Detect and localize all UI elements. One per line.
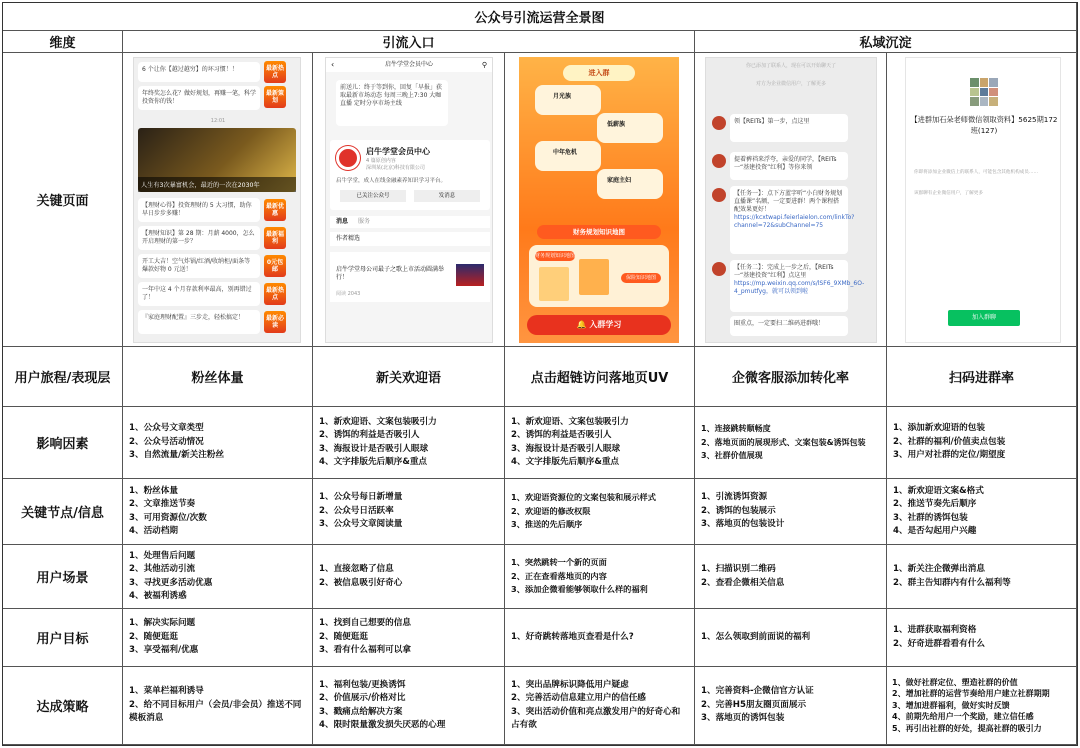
goal-cell bbox=[123, 609, 313, 667]
row-label-strategy bbox=[3, 667, 123, 745]
list-item: 2、文章推送节奏 bbox=[129, 499, 196, 509]
profile-header bbox=[326, 58, 492, 72]
article-reads: 阅读 2043 bbox=[336, 291, 361, 297]
row-label-journey bbox=[3, 347, 123, 407]
list-item: 3、海报设计是否吸引人眼球 bbox=[319, 443, 429, 454]
chat-msg: 【任务一】：点下方蓝字听“小白财务规划直播课”名额，一定要进群！两个课程搭配效果更好！ https://kcxtwapi.feierlaielon.com/linkTo?channel=72&subChannel=75 bbox=[730, 186, 848, 254]
factors-cell bbox=[505, 407, 695, 479]
account-sub: 4 篇原创内容 bbox=[366, 158, 396, 164]
header-dimension-label: 维度 bbox=[49, 36, 76, 51]
row-label-text: 关键节点/信息 bbox=[21, 506, 104, 521]
landing-page-screenshot bbox=[519, 57, 679, 343]
push-msg: 【理财心得】投资理财的 5 大习惯，助你早日步步多赚！ bbox=[138, 198, 260, 222]
list-item: 2、完善活动信息建立用户的信任感 bbox=[511, 693, 646, 703]
page-title: 公众号引流运营全景图 bbox=[474, 11, 605, 26]
list-item: 2、诱饵的包装展示 bbox=[701, 505, 776, 516]
account-name: 启牛学堂会员中心 bbox=[366, 147, 430, 156]
list-item: 1、引流诱饵资源 bbox=[701, 492, 768, 503]
list-item: 2、完善H5朋友圈页面展示 bbox=[701, 699, 807, 710]
goal-cell bbox=[505, 609, 695, 667]
list-item: 3、社群的诱饵包装 bbox=[893, 512, 968, 523]
persona-card: 家庭主妇 bbox=[597, 169, 663, 199]
factors-cell bbox=[313, 407, 505, 479]
factors-cell bbox=[695, 407, 887, 479]
list-item: 3、享受福利/优惠 bbox=[129, 645, 199, 656]
row-label-factors bbox=[3, 407, 123, 479]
group-join-screenshot bbox=[905, 57, 1061, 343]
push-tag: 最新热点 bbox=[265, 287, 284, 301]
row-label-text: 用户旅程/表现层 bbox=[14, 371, 111, 386]
join-study-button[interactable] bbox=[527, 315, 671, 335]
row-label-scene bbox=[3, 545, 123, 609]
list-item: 1、新欢迎语文案&格式 bbox=[893, 485, 984, 496]
strategy-cell bbox=[313, 667, 505, 745]
map-card-label: 财务规划知识地图 bbox=[535, 253, 576, 259]
list-item: 3、可用资源位/次数 bbox=[129, 512, 207, 523]
list-item: 2、正在查看落地页的内容 bbox=[511, 570, 607, 581]
list-item: 2、公众号活动情况 bbox=[129, 436, 204, 447]
system-msg: 你已添加了联系人，现在可以开始聊天了 bbox=[745, 63, 836, 69]
account-profile-screenshot bbox=[325, 57, 493, 343]
scene-cell bbox=[505, 545, 695, 609]
table-title bbox=[3, 3, 1077, 31]
header-inflow-label: 引流入口 bbox=[382, 36, 435, 51]
stage-label: 新关欢迎语 bbox=[375, 371, 441, 386]
list-item: 4、是否勾起用户兴趣 bbox=[893, 526, 977, 536]
list-item: 1、好奇跳转落地页查看是什么? bbox=[511, 631, 634, 642]
list-item: 2、随便逛逛 bbox=[129, 631, 178, 642]
key-page-cell-4 bbox=[695, 53, 887, 347]
list-item: 4、前期先给用户一个奖励，建立信任感 bbox=[892, 712, 1034, 722]
list-item: 5、再引出社群的好处，提高社群的吸引力 bbox=[892, 723, 1042, 733]
push-time: 12:01 bbox=[210, 118, 226, 124]
list-item: 1、菜单栏福利诱导 bbox=[129, 686, 204, 697]
list-item: 2、群主告知群内有什么福利等 bbox=[893, 577, 1011, 588]
list-item: 1、突出品牌标识降低用户疑虑 bbox=[511, 679, 629, 690]
goal-cell bbox=[887, 609, 1077, 667]
list-item: 3、公众号文章阅读量 bbox=[319, 519, 403, 530]
list-item: 3、突出活动价值和亮点激发用户的好奇心和占有欲 bbox=[511, 706, 681, 730]
strategy-cell bbox=[505, 667, 695, 745]
list-item: 1、突然跳转一个新的页面 bbox=[511, 557, 607, 568]
push-tag: 最新必读 bbox=[265, 315, 284, 329]
key-page-cell-2 bbox=[313, 53, 505, 347]
list-item: 1、新欢迎语、文案包装吸引力 bbox=[319, 416, 437, 427]
stage-label: 扫码进群率 bbox=[948, 371, 1014, 386]
list-item: 1、做好社群定位、塑造社群的价值 bbox=[892, 677, 1018, 687]
list-item: 2、被信息吸引好奇心 bbox=[319, 577, 403, 588]
panorama-table bbox=[2, 2, 1078, 746]
list-item: 3、戳痛点给解决方案 bbox=[319, 706, 403, 717]
list-item: 1、处理售后问题 bbox=[129, 550, 196, 561]
list-item: 1、公众号每日新增量 bbox=[319, 492, 403, 503]
strategy-cell bbox=[123, 667, 313, 745]
list-item: 4、被福利诱惑 bbox=[129, 591, 187, 601]
chat-msg: 圈重点，一定要扫二维码进群哦！ bbox=[730, 316, 848, 336]
system-msg: 对方为企业微信用户，了解更多 bbox=[755, 81, 826, 87]
scene-cell bbox=[695, 545, 887, 609]
profile-tabs bbox=[330, 216, 490, 228]
factors-cell bbox=[123, 407, 313, 479]
book-image bbox=[539, 267, 569, 301]
list-item: 1、新关注企微弹出消息 bbox=[893, 564, 985, 574]
wecom-chat-screenshot bbox=[705, 57, 877, 343]
strategy-cell bbox=[695, 667, 887, 745]
avatar bbox=[712, 188, 726, 202]
list-item: 1、扫描识别二维码 bbox=[701, 564, 776, 574]
chat-msg: 【任务二】：完成上一步之后，【REITs一“基建投资”红利】点这里 https://mp.weixin.qq.com/s/lSF6_9XMb_6O-4_pmutfyg，就可以领到啦 bbox=[730, 260, 848, 312]
list-item: 1、公众号文章类型 bbox=[129, 423, 204, 434]
article-title: 启牛学堂母公司最子之歌上市活动圆满举行！ bbox=[336, 266, 445, 281]
list-item: 1、进群获取福利资格 bbox=[893, 625, 977, 635]
list-item: 3、社群价值展现 bbox=[701, 451, 763, 461]
key-page-cell-3 bbox=[505, 53, 695, 347]
list-item: 2、诱饵的利益是否吸引人 bbox=[511, 430, 612, 440]
tab-messages[interactable]: 消息 bbox=[336, 218, 349, 225]
key-page-cell-1 bbox=[123, 53, 313, 347]
list-item: 3、寻找更多活动优惠 bbox=[129, 577, 213, 588]
user-icon[interactable]: ⚲ bbox=[481, 61, 487, 69]
row-label-text: 用户场景 bbox=[36, 571, 89, 586]
map-card-label: 保险知识地图 bbox=[621, 273, 661, 283]
list-item: 1、怎么领取到前面说的福利 bbox=[701, 631, 811, 642]
banner-caption: 人生有3次暴富机会，最近的一次在2030年 bbox=[138, 177, 296, 192]
row-label-text: 达成策略 bbox=[36, 700, 89, 715]
row-label-nodes bbox=[3, 479, 123, 545]
push-msg: 『家庭理财配置』三步走，轻松搞定！ bbox=[138, 310, 260, 334]
nodes-cell bbox=[313, 479, 505, 545]
push-msg: 年终奖怎么花？做好规划，再赚一笔，科学投资你的钱！ bbox=[138, 86, 260, 110]
list-item: 2、查看企微相关信息 bbox=[701, 577, 785, 588]
tab-services[interactable]: 服务 bbox=[357, 218, 370, 225]
stage-cell bbox=[505, 347, 695, 407]
list-item: 1、连接跳转顺畅度 bbox=[701, 424, 771, 434]
persona-card: 中年危机 bbox=[535, 141, 601, 171]
chat-link[interactable]: https://kcxtwapi.feierlaielon.com/linkTo?channel=72&subChannel=75 bbox=[734, 214, 855, 229]
bell-icon: 🔔 bbox=[576, 320, 590, 329]
row-label-key-page bbox=[3, 53, 123, 347]
list-item: 3、增加进群福利，做好实时反馈 bbox=[892, 700, 1010, 710]
scene-cell bbox=[313, 545, 505, 609]
avatar bbox=[712, 116, 726, 130]
stage-label: 企微客服添加转化率 bbox=[731, 371, 849, 386]
factors-cell bbox=[887, 407, 1077, 479]
account-company: 深圳某(北京)科技有限公司 bbox=[366, 165, 425, 171]
push-tag: 最新福利 bbox=[265, 231, 284, 245]
article-card[interactable] bbox=[330, 252, 490, 302]
goal-cell bbox=[695, 609, 887, 667]
persona-card: 月光族 bbox=[535, 85, 601, 115]
list-item: 1、添加新欢迎语的包装 bbox=[893, 423, 985, 434]
push-tag: 最新策划 bbox=[265, 90, 284, 104]
push-msg: 【理财知识】第 28 期：月薪 4000，怎么开启理财的第一步？ bbox=[138, 226, 260, 250]
chat-link[interactable]: https://mp.weixin.qq.com/s/lSF6_9XMb_6O-4_pmutfyg，就可以领到啦 bbox=[734, 280, 865, 295]
brand-logo-icon bbox=[336, 146, 360, 170]
avatar bbox=[712, 262, 726, 276]
list-item: 1、直接忽略了信息 bbox=[319, 564, 394, 574]
followed-button[interactable]: 已关注公众号 bbox=[340, 190, 406, 202]
push-msg: 6 个让你【越过越穷】的坏习惯！！ bbox=[138, 62, 260, 82]
chat-msg: 领【REITs】第一步，点这里 bbox=[730, 114, 848, 142]
list-item: 2、给不同目标用户（会员/非会员）推送不同模板消息 bbox=[129, 699, 302, 724]
list-item: 4、文字排版先后顺序&重点 bbox=[319, 457, 428, 467]
stage-cell bbox=[123, 347, 313, 407]
account-desc: 启牛学堂，成人在线金融素养知识学习平台。 bbox=[336, 178, 447, 184]
push-tag: 最新优惠 bbox=[265, 203, 284, 217]
list-item: 1、完善资料-企微信官方认证 bbox=[701, 686, 814, 697]
list-item: 3、看有什么福利可以拿 bbox=[319, 645, 411, 656]
send-message-button[interactable]: 发消息 bbox=[414, 190, 480, 202]
goal-cell bbox=[313, 609, 505, 667]
list-item: 2、价值展示/价格对比 bbox=[319, 693, 406, 703]
stage-label: 点击超链访问落地页UV bbox=[530, 371, 669, 386]
map-card bbox=[529, 245, 669, 307]
list-item: 2、社群的福利/价值卖点包装 bbox=[893, 436, 1006, 447]
group-avatar-icon bbox=[970, 78, 998, 106]
stage-cell bbox=[887, 347, 1077, 407]
chat-msg: 提着裤裆来浮夸，亲爱的同学，【REITs一“基建投资”红利】等你来领 bbox=[730, 152, 848, 180]
push-tag: 最新热点 bbox=[265, 65, 284, 79]
avatar bbox=[712, 154, 726, 168]
stage-label: 粉丝体量 bbox=[191, 371, 244, 386]
header-private-label: 私域沉淀 bbox=[859, 36, 912, 51]
list-item: 2、增加社群的运营节奏给用户建立社群期期 bbox=[892, 689, 1050, 699]
article-push-screenshot bbox=[133, 57, 301, 343]
persona-card: 低薪族 bbox=[597, 113, 663, 143]
book-image bbox=[579, 259, 609, 295]
group-note: 该群聊有企业微信用户，了解更多 bbox=[914, 191, 983, 196]
row-label-text: 关键页面 bbox=[36, 194, 89, 209]
map-title: 财务规划知识地图 bbox=[537, 225, 661, 239]
header-dimension bbox=[3, 31, 123, 53]
list-item: 2、好奇进群看看有什么 bbox=[893, 638, 985, 649]
list-item: 3、海报设计是否吸引人眼球 bbox=[511, 443, 621, 454]
list-item: 2、落地页面的展现形式、文案包装&诱饵包装 bbox=[701, 437, 866, 447]
list-item: 2、推送节奏先后顺序 bbox=[893, 499, 977, 509]
join-study-label: 入群学习 bbox=[589, 320, 622, 329]
stage-cell bbox=[313, 347, 505, 407]
scene-cell bbox=[887, 545, 1077, 609]
list-item: 4、活动档期 bbox=[129, 526, 178, 536]
list-item: 1、福利包装/更换诱饵 bbox=[319, 679, 406, 690]
list-item: 4、文字排版先后顺序&重点 bbox=[511, 457, 620, 467]
header-inflow bbox=[123, 31, 695, 53]
list-item: 3、推送的先后顺序 bbox=[511, 519, 583, 530]
stage-cell bbox=[695, 347, 887, 407]
article-thumbnail bbox=[456, 264, 484, 286]
menu-featured[interactable]: 作者精选 bbox=[330, 232, 490, 246]
profile-title: 启牛学堂会员中心 bbox=[384, 61, 433, 68]
list-item: 2、诱饵的利益是否吸引人 bbox=[319, 430, 420, 440]
list-item: 1、欢迎语资源位的文案包装和展示样式 bbox=[511, 492, 656, 503]
row-label-text: 影响因素 bbox=[36, 437, 89, 452]
list-item: 3、添加企微看能够领取什么样的福利 bbox=[511, 584, 648, 595]
list-item: 3、自然流量/新关注粉丝 bbox=[129, 450, 225, 461]
list-item: 3、落地页的包装设计 bbox=[701, 519, 785, 530]
key-page-cell-5 bbox=[887, 53, 1077, 347]
list-item: 1、解决实际问题 bbox=[129, 618, 196, 629]
row-label-text: 用户目标 bbox=[36, 632, 89, 647]
list-item: 1、粉丝体量 bbox=[129, 485, 178, 496]
push-tag: 0元包邮 bbox=[266, 259, 284, 273]
banner-image bbox=[138, 128, 296, 192]
list-item: 3、用户对社群的定位/期望度 bbox=[893, 450, 1006, 461]
group-name: 【进群加石朵老师微信领取资料】5625期172班(127) bbox=[910, 115, 1058, 135]
group-note: 你即将添加企业微信上的联系人，可能包含其他机构成员…… bbox=[914, 170, 1039, 175]
back-icon[interactable]: ‹ bbox=[331, 60, 335, 69]
list-item: 3、落地页的诱饵包装 bbox=[701, 713, 785, 724]
strategy-cell bbox=[887, 667, 1077, 745]
join-group-button[interactable]: 加入群聊 bbox=[948, 310, 1020, 326]
nodes-cell bbox=[505, 479, 695, 545]
list-item: 1、新欢迎语、文案包装吸引力 bbox=[511, 416, 629, 427]
list-item: 2、欢迎语的修改权限 bbox=[511, 505, 591, 516]
landing-top-badge: 进入群 bbox=[563, 65, 635, 81]
list-item: 2、公众号日活跃率 bbox=[319, 505, 394, 516]
push-msg: 开工大吉！空气炸锅/红酒/收纳柜/面条等爆款好物 0 元送！ bbox=[138, 254, 260, 278]
scene-cell bbox=[123, 545, 313, 609]
list-item: 2、随便逛逛 bbox=[319, 631, 368, 642]
push-msg: 一年中这 4 个月存款利率最高，别再错过了！ bbox=[138, 282, 260, 306]
profile-card bbox=[330, 140, 490, 210]
list-item: 4、限时限量激发损失厌恶的心理 bbox=[319, 720, 446, 730]
header-private bbox=[695, 31, 1077, 53]
nodes-cell bbox=[695, 479, 887, 545]
list-item: 1、找到自己想要的信息 bbox=[319, 618, 411, 629]
row-label-goal bbox=[3, 609, 123, 667]
nodes-cell bbox=[123, 479, 313, 545]
welcome-message: 前送儿：终于等到你，回复「早报」获取最新市场动态 每周三晚上7:30 大咖直播 定时分享市场主线 bbox=[336, 80, 448, 126]
nodes-cell bbox=[887, 479, 1077, 545]
list-item: 2、其他活动引流 bbox=[129, 564, 196, 574]
